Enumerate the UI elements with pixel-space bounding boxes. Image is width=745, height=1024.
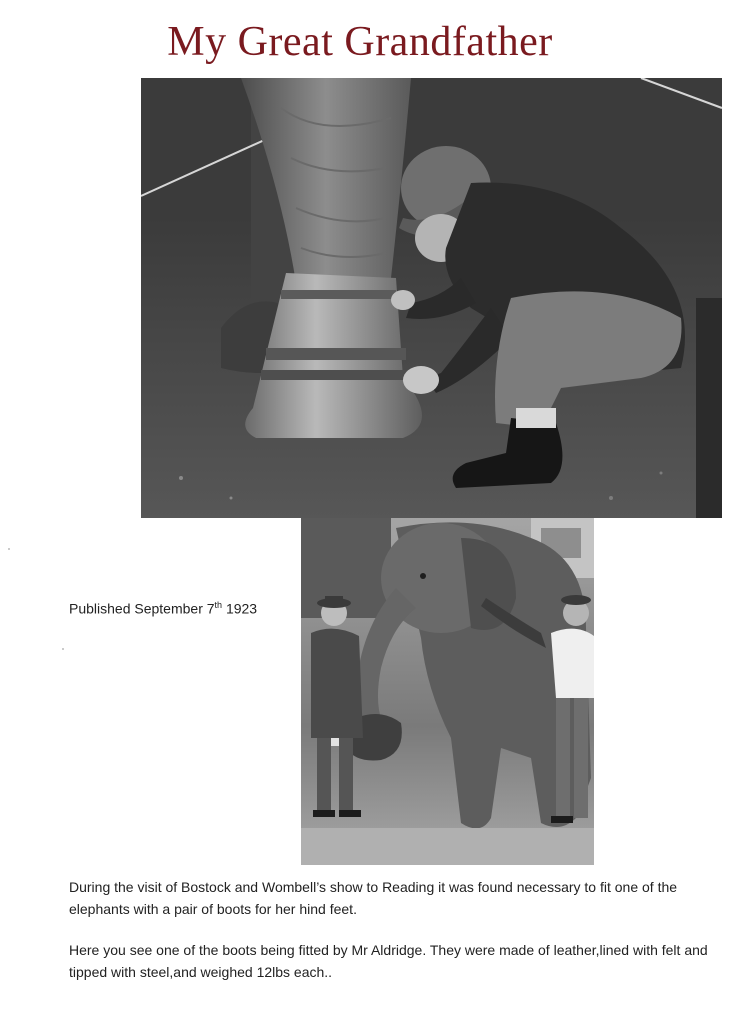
scan-speck	[62, 648, 64, 650]
published-year: 1923	[225, 600, 258, 617]
photo-boot-fitting	[141, 78, 722, 518]
caption-paragraph-2: Here you see one of the boots being fitted by Mr Aldridge. They were made of leather,lined with felt and tipped with steel,and weighed 12lbs each..	[69, 942, 708, 980]
caption-paragraph-1: During the visit of Bostock and Wombell’s show to Reading it was found necessary to fit one of the elephants with a pair of boots for her hind feet.	[69, 879, 678, 917]
page-title: My Great Grandfather	[167, 19, 553, 65]
published-date	[69, 600, 257, 617]
scan-speck	[8, 548, 10, 550]
published-superscript: th	[214, 600, 223, 610]
photo-elephant-with-keepers	[301, 518, 594, 865]
published-prefix: Published September 7	[69, 600, 215, 617]
